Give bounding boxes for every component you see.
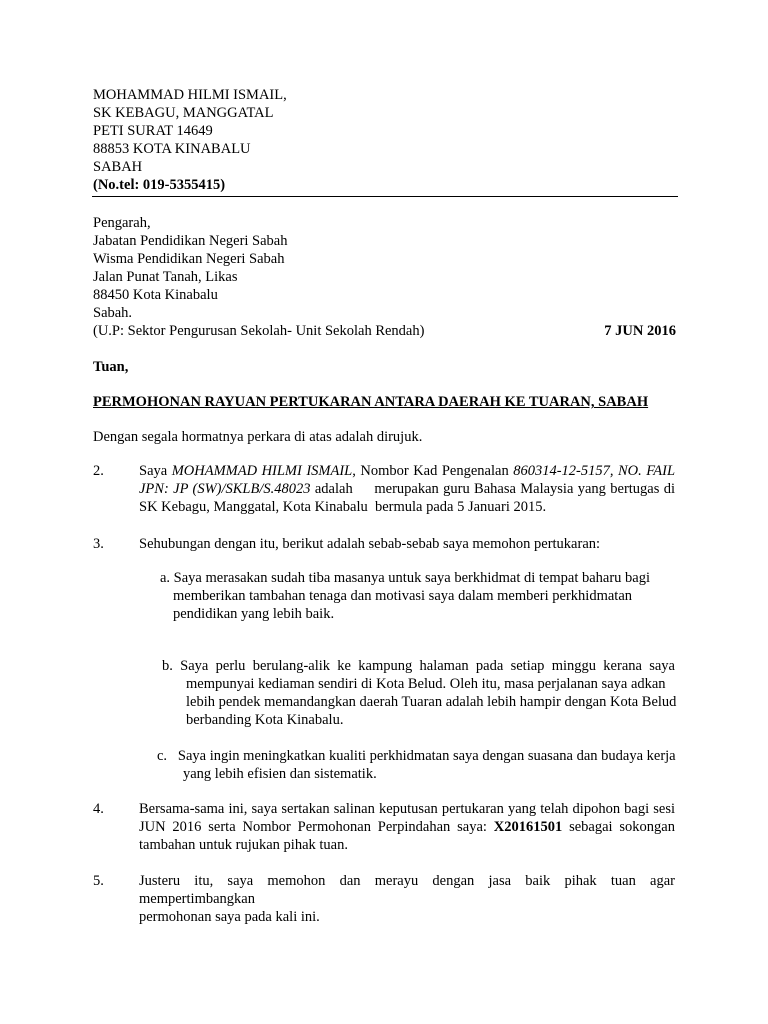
recipient-state: Sabah. bbox=[93, 305, 133, 321]
sender-name: MOHAMMAD HILMI ISMAIL, bbox=[93, 87, 287, 103]
reason-c-line-2: yang lebih efisien dan sistematik. bbox=[183, 766, 377, 782]
sender-pobox: PETI SURAT 14649 bbox=[93, 123, 213, 139]
subject-line: PERMOHONAN RAYUAN PERTUKARAN ANTARA DAERAH KE TUARAN, SABAH bbox=[93, 394, 649, 410]
reason-b-line-2: mempunyai kediaman sendiri di Kota Belud. Oleh itu, masa perjalanan saya adkan bbox=[186, 676, 666, 692]
paragraph-2-line-1: Saya MOHAMMAD HILMI ISMAIL, Nombor Kad Pengenalan 860314-12-5157, NO. FAIL bbox=[139, 463, 676, 479]
recipient-department: Jabatan Pendidikan Negeri Sabah bbox=[93, 233, 288, 249]
recipient-city: 88450 Kota Kinabalu bbox=[93, 287, 218, 303]
paragraph-5-line-1: Justeru itu, saya memohon dan merayu dengan jasa baik pihak tuan agar mempertimbangkan bbox=[139, 873, 675, 907]
paragraph-2-number: 2. bbox=[93, 463, 104, 479]
reason-b-line-3: lebih pendek memandangkan daerah Tuaran adalah lebih hampir dengan Kota Belud bbox=[186, 694, 677, 710]
paragraph-4-line-1: Bersama-sama ini, saya sertakan salinan keputusan pertukaran yang telah dipohon bagi sesi bbox=[139, 801, 675, 817]
reason-b-line-1: b. Saya perlu berulang-alik ke kampung halaman pada setiap minggu kerana saya bbox=[162, 658, 675, 674]
reason-c-line-1: c. Saya ingin meningkatkan kualiti perkhidmatan saya dengan suasana dan budaya kerja bbox=[157, 748, 676, 764]
paragraph-5-line-2: permohonan saya pada kali ini. bbox=[139, 909, 320, 925]
paragraph-3 bbox=[139, 535, 675, 553]
file-number: JPN: JP (SW)/SKLB/S.48023 bbox=[139, 481, 311, 497]
sender-city: 88853 KOTA KINABALU bbox=[93, 141, 251, 157]
paragraph-4 bbox=[139, 800, 675, 854]
recipient-title: Pengarah, bbox=[93, 215, 151, 231]
reason-b-line-4: berbanding Kota Kinabalu. bbox=[186, 712, 344, 728]
paragraph-2 bbox=[139, 462, 675, 516]
sender-phone: (No.tel: 019-5355415) bbox=[93, 177, 226, 193]
paragraph-3-number: 3. bbox=[93, 536, 104, 552]
ic-number: 860314-12-5157, NO. FAIL bbox=[513, 463, 676, 479]
reason-c bbox=[157, 747, 677, 783]
paragraph-4-number: 4. bbox=[93, 801, 104, 817]
paragraph-5-number: 5. bbox=[93, 873, 104, 889]
paragraph-4-line-2: JUN 2016 serta Nombor Permohonan Perpindahan saya: X20161501 sebagai sokongan bbox=[139, 819, 675, 835]
letter-date: 7 JUN 2016 bbox=[604, 323, 676, 339]
reason-a bbox=[160, 569, 680, 623]
recipient-building: Wisma Pendidikan Negeri Sabah bbox=[93, 251, 285, 267]
paragraph-4-line-3: tambahan untuk rujukan pihak tuan. bbox=[139, 837, 348, 853]
reason-b bbox=[162, 657, 675, 729]
recipient-address bbox=[93, 214, 424, 340]
paragraph-3-text: Sehubungan dengan itu, berikut adalah sebab-sebab saya memohon pertukaran: bbox=[139, 536, 601, 552]
paragraph-2-line-3: SK Kebagu, Manggatal, Kota Kinabalu bermula pada 5 Januari 2015. bbox=[139, 499, 547, 515]
application-number: X20161501 bbox=[493, 819, 563, 835]
reason-a-line-2: memberikan tambahan tenaga dan motivasi saya dalam memberi perkhidmatan bbox=[173, 588, 633, 604]
header-divider bbox=[92, 196, 678, 197]
reason-a-line-1: a. Saya merasakan sudah tiba masanya untuk saya berkhidmat di tempat baharu bagi bbox=[160, 570, 651, 586]
opening-line: Dengan segala hormatnya perkara di atas adalah dirujuk. bbox=[93, 429, 423, 445]
sender-address bbox=[93, 86, 287, 194]
teacher-name: MOHAMMAD HILMI ISMAIL bbox=[171, 463, 353, 479]
recipient-attention: (U.P: Sektor Pengurusan Sekolah- Unit Sekolah Rendah) bbox=[93, 323, 425, 339]
paragraph-5 bbox=[139, 872, 675, 926]
reason-a-line-3: pendidikan yang lebih baik. bbox=[173, 606, 335, 622]
recipient-street: Jalan Punat Tanah, Likas bbox=[93, 269, 238, 285]
salutation: Tuan, bbox=[93, 359, 129, 375]
sender-school: SK KEBAGU, MANGGATAL bbox=[93, 105, 274, 121]
paragraph-2-line-2: JPN: JP (SW)/SKLB/S.48023 adalah merupakan guru Bahasa Malaysia yang bertugas di bbox=[139, 481, 675, 497]
sender-state: SABAH bbox=[93, 159, 143, 175]
